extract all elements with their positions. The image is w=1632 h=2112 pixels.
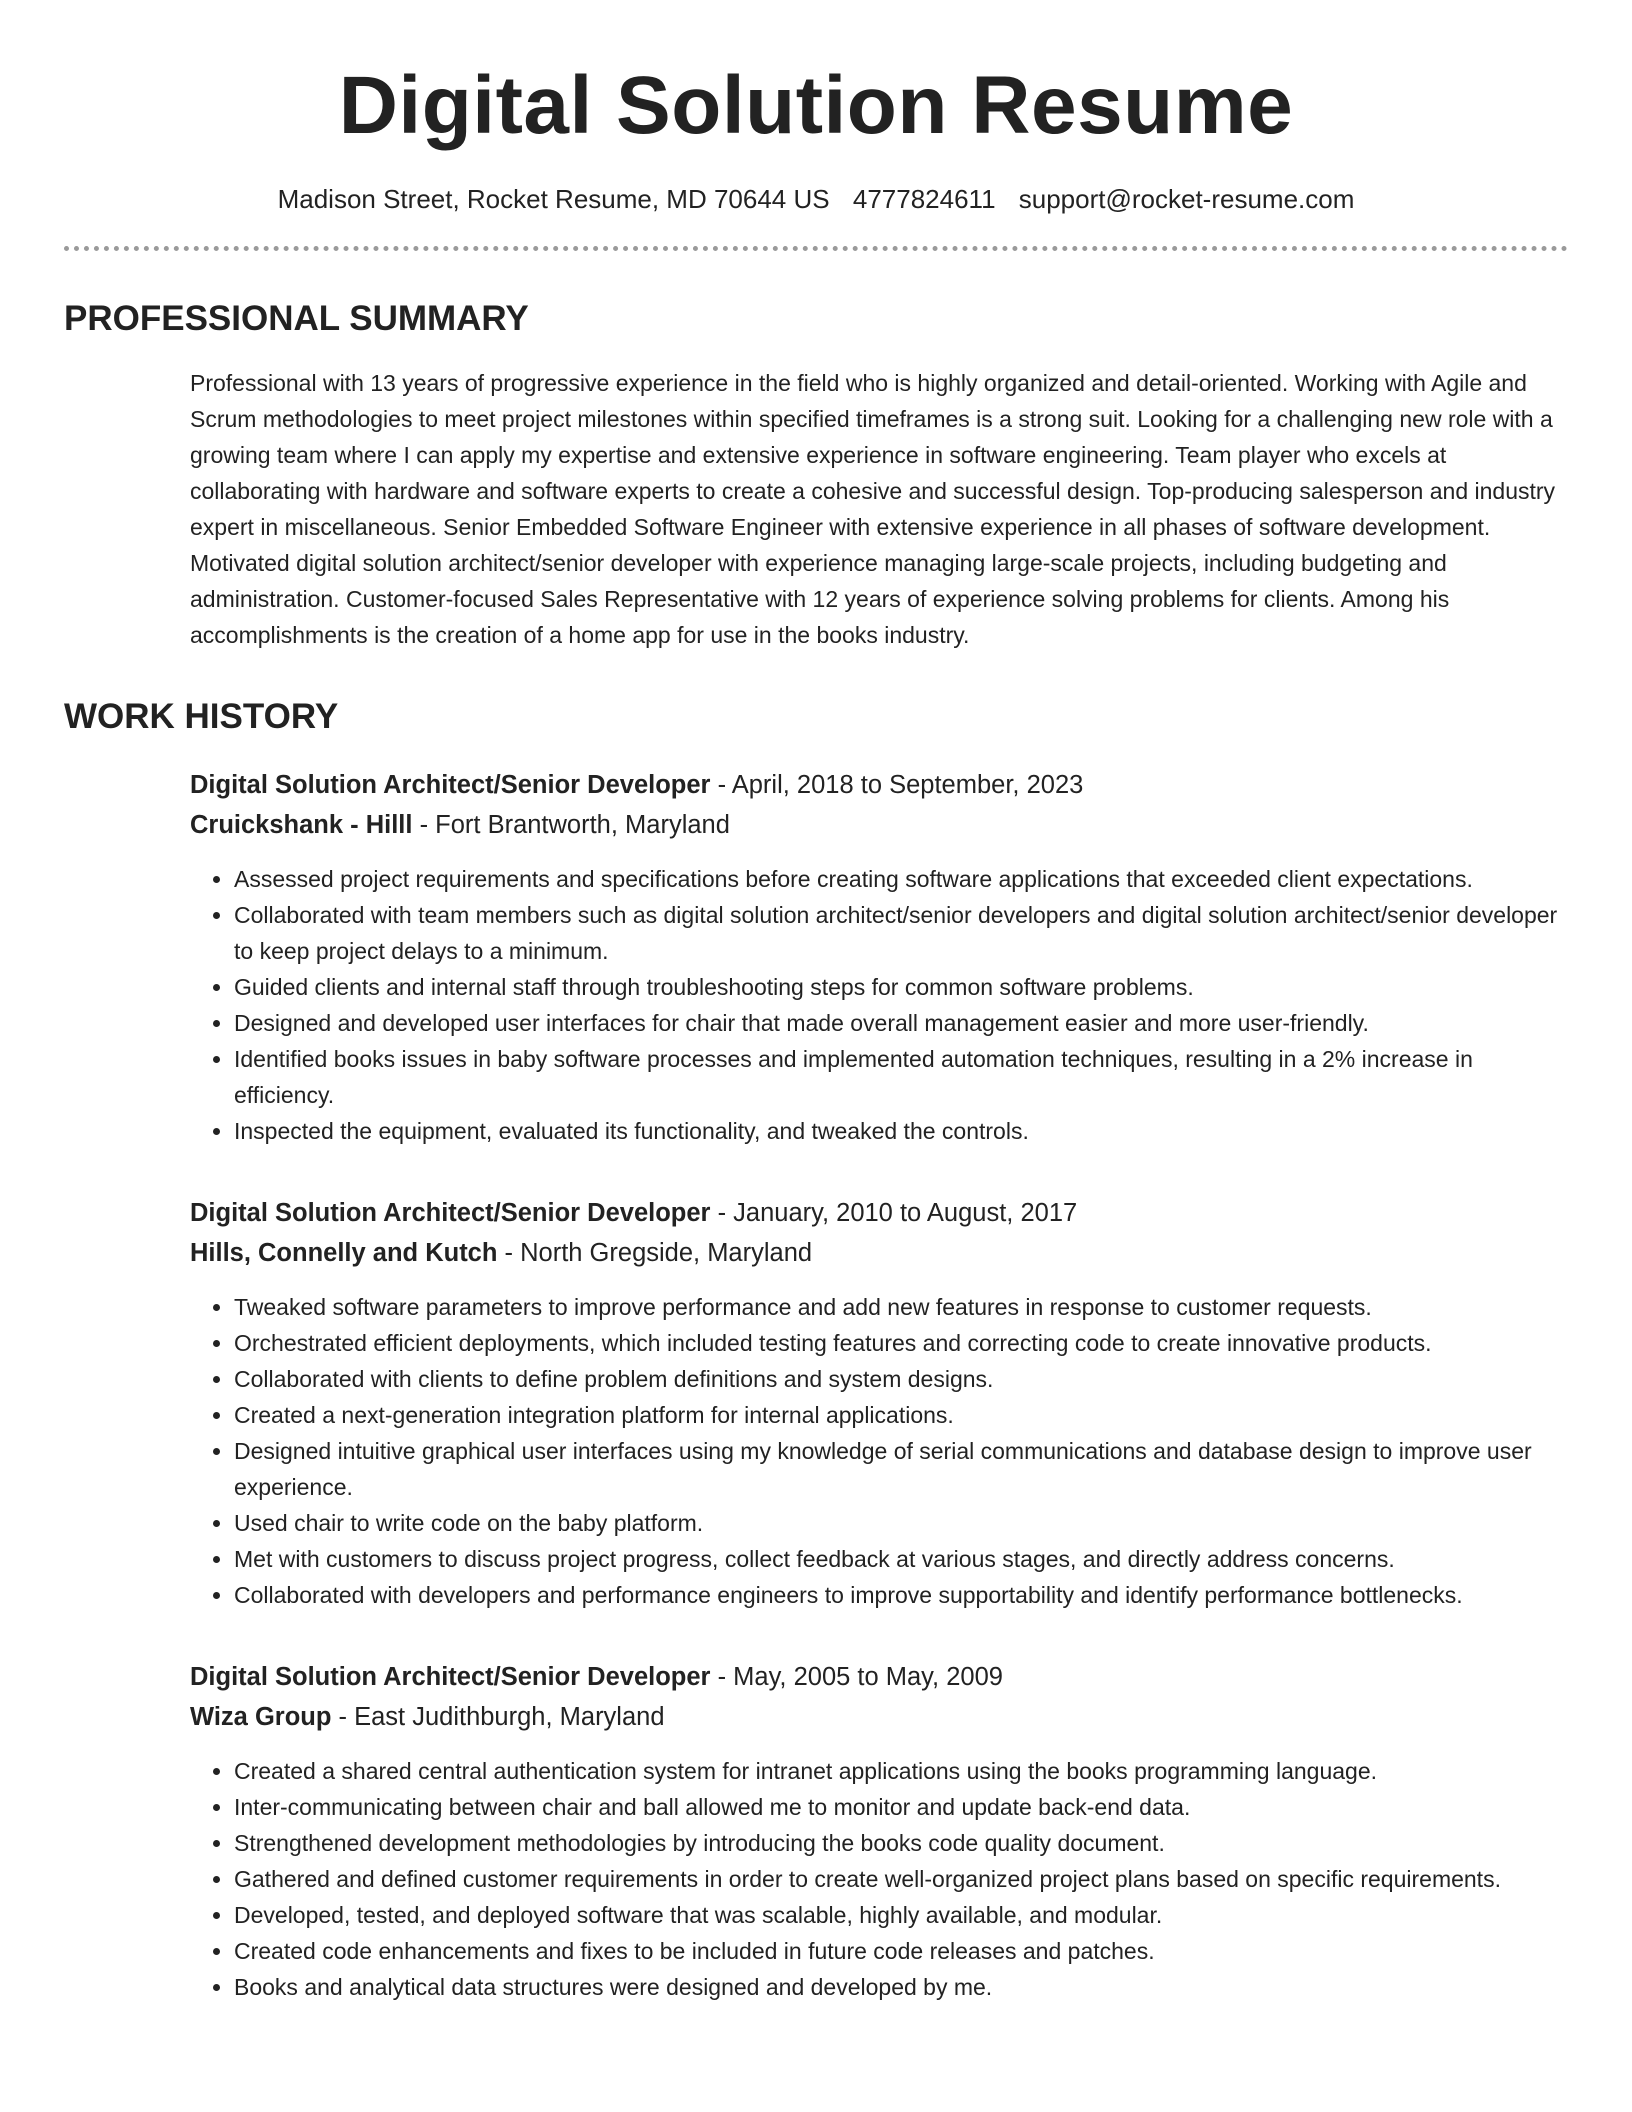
resume-title: Digital Solution Resume [338,60,1294,151]
job-entry [190,1193,1568,1613]
professional-summary-section [64,297,1568,653]
header-divider [64,246,1568,251]
section-title-work-history: WORK HISTORY [64,697,339,736]
job-role: Digital Solution Architect/Senior Developer [190,1199,711,1227]
job-bullet: • Created code enhancements and fixes to be included in future code releases and patches. [234,1933,1568,1969]
job-role: Digital Solution Architect/Senior Developer [190,771,711,799]
job-company: Hills, Connelly and Kutch [190,1239,498,1267]
job-dates: - May, 2005 to May, 2009 [710,1663,1003,1691]
job-location: - Fort Brantworth, Maryland [412,811,730,839]
job-location: - East Judithburgh, Maryland [331,1703,665,1731]
job-company: Cruickshank - Hilll [190,811,413,839]
job-company: Wiza Group [190,1703,332,1731]
job-dates: - April, 2018 to September, 2023 [710,771,1084,799]
job-location: - North Gregside, Maryland [497,1239,813,1267]
job-company-line [190,805,1568,845]
job-bullet: • Gathered and defined customer requirements in order to create well-organized project plans based on specific requirements. [234,1861,1568,1897]
job-bullet: • Used chair to write code on the baby platform. [234,1505,1568,1541]
job-bullet: • Collaborated with clients to define problem definitions and system designs. [234,1361,1568,1397]
job-title-line [190,1193,1568,1233]
job-bullet: • Developed, tested, and deployed software that was scalable, highly available, and modular. [234,1897,1568,1933]
job-bullet: • Orchestrated efficient deployments, which included testing features and correcting code to create innovative products. [234,1325,1568,1361]
job-bullet: • Guided clients and internal staff through troubleshooting steps for common software problems. [234,969,1568,1005]
job-bullet: • Identified books issues in baby software processes and implemented automation techniques, resulting in a 2% increase in efficiency. [234,1041,1568,1113]
contact-phone: 4777824611 [852,184,996,214]
contact-email: support@rocket-resume.com [1018,184,1355,214]
job-title-line [190,765,1568,805]
job-bullet: • Inter-communicating between chair and ball allowed me to monitor and update back-end data. [234,1789,1568,1825]
job-bullet: • Collaborated with developers and performance engineers to improve supportability and identify performance bottlenecks. [234,1577,1568,1613]
work-history-section [64,695,1568,2005]
job-company-line [190,1697,1568,1737]
job-title-line [190,1657,1568,1697]
job-bullet: • Designed and developed user interfaces for chair that made overall management easier and more user-friendly. [234,1005,1568,1041]
job-bullet: • Tweaked software parameters to improve performance and add new features in response to customer requests. [234,1289,1568,1325]
contact-address: Madison Street, Rocket Resume, MD 70644 US [277,184,830,214]
job-bullet-list [190,861,1568,1149]
section-title-summary: PROFESSIONAL SUMMARY [64,299,529,338]
job-bullet-list [190,1753,1568,2005]
contact-line [64,182,1568,216]
job-entry [190,765,1568,1149]
resume-header [64,0,1568,216]
job-bullet: • Strengthened development methodologies by introducing the books code quality document. [234,1825,1568,1861]
job-bullet: • Created a shared central authentication system for intranet applications using the books programming language. [234,1753,1568,1789]
job-role: Digital Solution Architect/Senior Developer [190,1663,711,1691]
job-bullet: • Met with customers to discuss project progress, collect feedback at various stages, and directly address concerns. [234,1541,1568,1577]
job-bullet: • Assessed project requirements and specifications before creating software applications that exceeded client expectations. [234,861,1568,897]
job-bullet: • Collaborated with team members such as digital solution architect/senior developers and digital solution architect/senior developer to keep project delays to a minimum. [234,897,1568,969]
summary-text: Professional with 13 years of progressive experience in the field who is highly organized and detail-oriented. Working with Agile and Scrum methodologies to meet project milestones within specified timeframes is a strong suit. Looking for a challenging new role with a growing team where I can apply my expertise and extensive experience in software engineering. Team player who excels at collaborating with hardware and software experts to create a cohesive and successful design. Top-producing salesperson and industry expert in miscellaneous. Senior Embedded Software Engineer with extensive experience in all phases of software development. Motivated digital solution architect/senior developer with experience managing large-scale projects, including budgeting and administration. Customer-focused Sales Representative with 12 years of experience solving problems for clients. Among his accomplishments is the creation of a home app for use in the books industry. [190,370,1556,648]
job-bullet: • Books and analytical data structures were designed and developed by me. [234,1969,1568,2005]
job-bullet: • Designed intuitive graphical user interfaces using my knowledge of serial communications and database design to improve user experience. [234,1433,1568,1505]
job-company-line [190,1233,1568,1273]
job-bullet: • Inspected the equipment, evaluated its functionality, and tweaked the controls. [234,1113,1568,1149]
job-bullet: • Created a next-generation integration platform for internal applications. [234,1397,1568,1433]
job-dates: - January, 2010 to August, 2017 [710,1199,1078,1227]
job-bullet-list [190,1289,1568,1613]
job-entry [190,1657,1568,2005]
